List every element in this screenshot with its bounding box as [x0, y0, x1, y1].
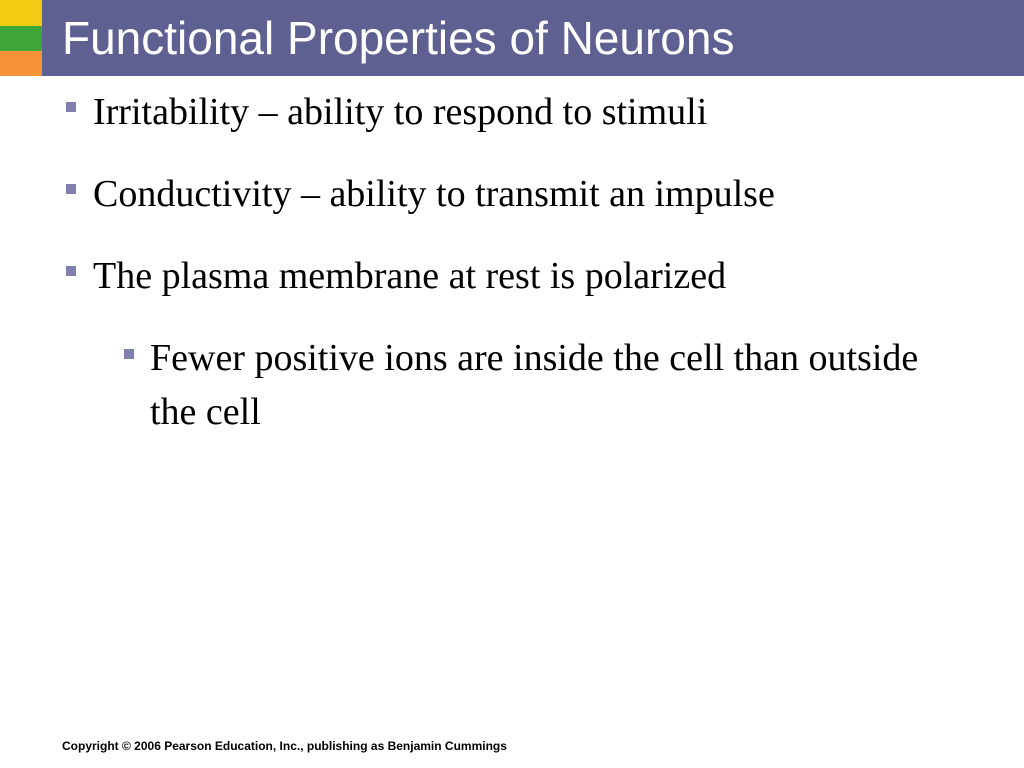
bullet-square-icon: [66, 184, 76, 194]
bullet-item: The plasma membrane at rest is polarized: [93, 255, 727, 297]
slide-title: Functional Properties of Neurons: [62, 12, 735, 64]
copyright-footer: Copyright © 2006 Pearson Education, Inc., publishing as Benjamin Cummings: [62, 739, 507, 753]
sub-bullet-item: Fewer positive ions are inside the cell than outside the cell: [150, 337, 919, 433]
bullet-item: Conductivity – ability to transmit an impulse: [93, 173, 775, 215]
bullet-square-icon: [66, 102, 76, 112]
sub-bullet-square-icon: [124, 349, 134, 359]
bullet-item: Irritability – ability to respond to stimuli: [93, 91, 708, 133]
bullet-square-icon: [66, 266, 76, 276]
